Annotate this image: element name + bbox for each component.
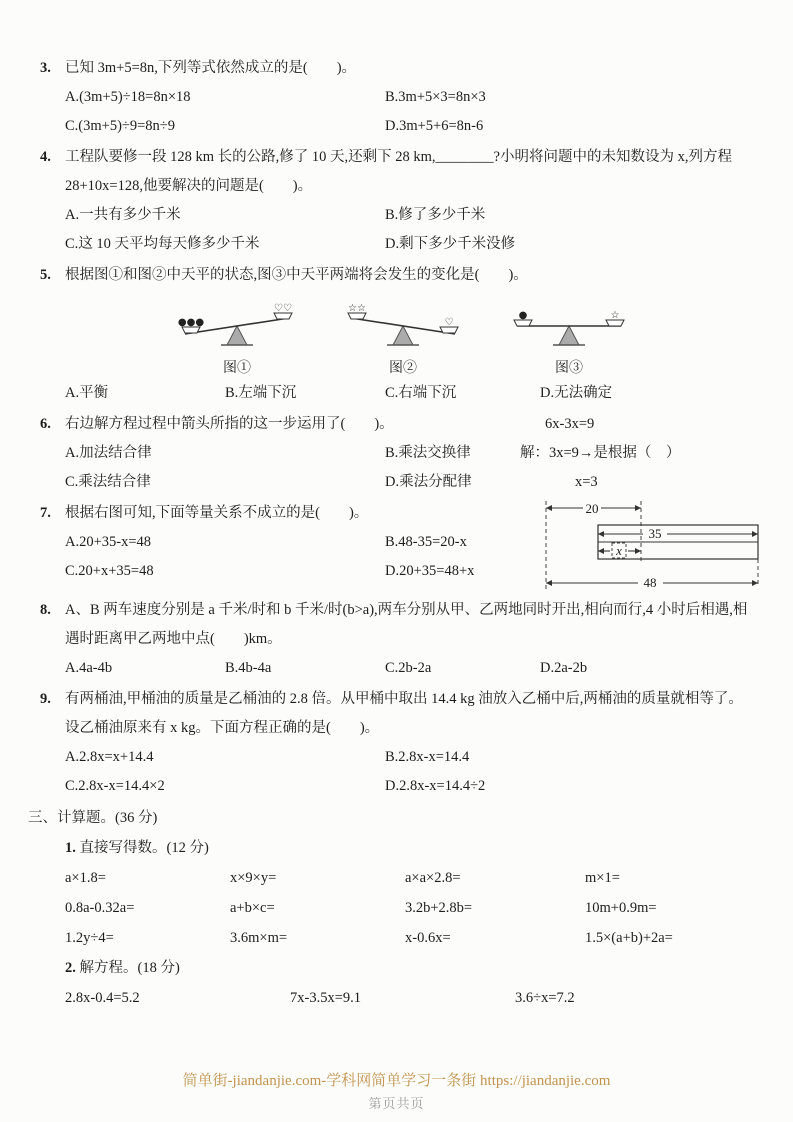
question-7-options xyxy=(65,528,565,586)
question-8-text: A、B 两车速度分别是 a 千米/时和 b 千米/时(b>a),两车分别从甲、乙两地同时开出,相向而行,4 小时后相遇,相遇时距离甲乙两地中点( )km。 xyxy=(65,602,748,647)
question-3-text: 已知 3m+5=8n,下列等式依然成立的是( )。 xyxy=(65,60,357,76)
equation-step-1: 6x-3x=9 xyxy=(545,416,595,432)
question-9 xyxy=(40,685,755,801)
expression: 1.2y÷4= xyxy=(65,930,114,946)
expression: 0.8a-0.32a= xyxy=(65,900,135,916)
question-7-stem xyxy=(40,499,565,528)
question-7-text: 根据右图可知,下面等量关系不成立的是( )。 xyxy=(65,505,369,521)
expression: 3.2b+2.8b= xyxy=(405,900,473,916)
option-d: D.2.8x-x=14.4÷2 xyxy=(385,778,486,794)
option-a: A.平衡 xyxy=(65,385,109,401)
question-7-number: 7. xyxy=(40,505,51,521)
question-8 xyxy=(40,596,755,683)
figure-1-label: 图① xyxy=(223,361,251,376)
section-title: 三、计算题。(36 分) xyxy=(28,810,158,826)
question-9-number: 9. xyxy=(40,691,51,707)
expression: x×9×y= xyxy=(230,870,277,886)
option-a: A.2.8x=x+14.4 xyxy=(65,749,154,765)
option-c: C.2b-2a xyxy=(385,660,432,676)
svg-text:48: 48 xyxy=(643,575,657,590)
question-3-number: 3. xyxy=(40,60,51,76)
option-c: C.(3m+5)÷9=8n÷9 xyxy=(65,118,176,134)
option-b: B.4b-4a xyxy=(225,660,272,676)
option-d: D.无法确定 xyxy=(540,385,613,401)
balance-figure-2 xyxy=(343,293,463,378)
question-7 xyxy=(40,499,755,590)
balance-scale-right-down-icon xyxy=(343,293,463,349)
question-7-main xyxy=(40,499,565,586)
equation: 7x-3.5x=9.1 xyxy=(290,990,362,1006)
expression: a×1.8= xyxy=(65,870,106,886)
figure-2-label: 图② xyxy=(389,361,417,376)
question-4-stem xyxy=(40,143,755,201)
expression: 10m+0.9m= xyxy=(585,900,657,916)
question-9-text: 有两桶油,甲桶油的质量是乙桶油的 2.8 倍。从甲桶中取出 14.4 kg 油放入乙桶中后,两桶油的质量就相等了。设乙桶油原来有 x kg。下面方程正确的是( )。 xyxy=(65,691,743,736)
option-a: A.(3m+5)÷18=8n×18 xyxy=(65,89,191,105)
equation: 3.6÷x=7.2 xyxy=(515,990,575,1006)
svg-text:●: ● xyxy=(518,310,528,321)
option-b: B.左端下沉 xyxy=(225,385,297,401)
expression: a+b×c= xyxy=(230,900,275,916)
expression: x-0.6x= xyxy=(405,930,451,946)
option-b: B.修了多少千米 xyxy=(385,207,486,223)
subsection-1-text: 直接写得数。(12 分) xyxy=(75,840,209,856)
question-6 xyxy=(40,410,755,497)
option-d: D.3m+5+6=8n-6 xyxy=(385,118,484,134)
equation-steps xyxy=(520,410,792,497)
option-c: C.2.8x-x=14.4×2 xyxy=(65,778,165,794)
question-4-number: 4. xyxy=(40,149,51,165)
segment-bar-diagram-icon xyxy=(543,495,765,595)
question-8-stem xyxy=(40,596,755,654)
question-4-text: 工程队要修一段 128 km 长的公路,修了 10 天,还剩下 28 km,________?小明将问题中的未知数设为 x,列方程 28+10x=128,他要解决的问题是( )。 xyxy=(65,149,732,194)
question-8-options xyxy=(65,654,755,683)
option-d: D.20+35=48+x xyxy=(385,563,475,579)
subsection-1-number: 1. xyxy=(65,840,76,856)
question-3-stem xyxy=(40,54,755,83)
option-d: D.2a-2b xyxy=(540,660,588,676)
option-b: B.3m+5×3=8n×3 xyxy=(385,89,486,105)
expression: 3.6m×m= xyxy=(230,930,288,946)
svg-text:●●●: ●●● xyxy=(177,317,205,328)
question-8-number: 8. xyxy=(40,602,51,618)
figure-3-label: 图③ xyxy=(555,361,583,376)
svg-text:☆: ☆ xyxy=(610,310,620,321)
section-calculation xyxy=(28,803,755,1013)
question-6-options xyxy=(65,439,535,497)
option-a: A.20+35-x=48 xyxy=(65,534,152,550)
bar-diagram-figure xyxy=(543,495,765,606)
question-6-number: 6. xyxy=(40,416,51,432)
svg-text:☆☆: ☆☆ xyxy=(348,303,366,314)
solve-equations-row xyxy=(40,983,755,1013)
question-5-number: 5. xyxy=(40,267,51,283)
question-3-options xyxy=(65,83,755,141)
expression: a×a×2.8= xyxy=(405,870,461,886)
balance-figure-3 xyxy=(509,293,629,378)
balance-scale-level-icon xyxy=(509,293,629,349)
option-a: A.一共有多少千米 xyxy=(65,207,181,223)
expression: m×1= xyxy=(585,870,620,886)
question-9-stem xyxy=(40,685,755,743)
svg-text:35: 35 xyxy=(648,526,662,541)
option-c: C.20+x+35=48 xyxy=(65,563,154,579)
question-4 xyxy=(40,143,755,259)
question-4-options xyxy=(65,201,755,259)
question-5-stem xyxy=(40,261,755,290)
svg-text:x: x xyxy=(616,543,622,558)
question-6-stem xyxy=(40,410,535,439)
balance-scale-left-down-icon xyxy=(177,293,297,349)
option-c: C.右端下沉 xyxy=(385,385,457,401)
subsection-2-text: 解方程。(18 分) xyxy=(75,960,180,976)
question-9-options xyxy=(65,743,755,801)
balance-figure-1 xyxy=(177,293,297,378)
expression: 1.5×(a+b)+2a= xyxy=(585,930,673,946)
option-c: C.这 10 天平均每天修多少千米 xyxy=(65,236,260,252)
question-5-text: 根据图①和图②中天平的状态,图③中天平两端将会发生的变化是( )。 xyxy=(65,267,528,283)
svg-text:20: 20 xyxy=(585,501,599,516)
question-5-options xyxy=(65,379,755,408)
direct-calc-grid xyxy=(40,863,755,953)
subsection-direct-calc-title xyxy=(40,833,755,863)
subsection-2-number: 2. xyxy=(65,960,76,976)
question-6-text: 右边解方程过程中箭头所指的这一步运用了( )。 xyxy=(65,416,394,432)
svg-text:♡♡: ♡♡ xyxy=(274,303,292,314)
equation-step-2: 解：3x=9→是根据（ ） xyxy=(520,445,681,461)
option-b: B.2.8x-x=14.4 xyxy=(385,749,470,765)
question-5 xyxy=(40,261,755,408)
subsection-solve-equation-title xyxy=(40,953,755,983)
svg-text:♡: ♡ xyxy=(444,317,454,328)
question-3 xyxy=(40,54,755,141)
option-c: C.乘法结合律 xyxy=(65,474,151,490)
equation-step-3: x=3 xyxy=(575,474,598,490)
option-d: D.乘法分配律 xyxy=(385,474,472,490)
option-d: D.剩下多少千米没修 xyxy=(385,236,516,252)
equation: 2.8x-0.4=5.2 xyxy=(65,990,140,1006)
page-number-footer: 第页共页 xyxy=(368,1096,425,1111)
option-a: A.4a-4b xyxy=(65,660,113,676)
site-watermark: 简单街-jiandanjie.com-学科网简单学习一条街 https://jiandanjie.com xyxy=(182,1073,611,1089)
balance-figures xyxy=(177,290,755,379)
option-a: A.加法结合律 xyxy=(65,445,152,461)
option-b: B.48-35=20-x xyxy=(385,534,467,550)
option-b: B.乘法交换律 xyxy=(385,445,471,461)
